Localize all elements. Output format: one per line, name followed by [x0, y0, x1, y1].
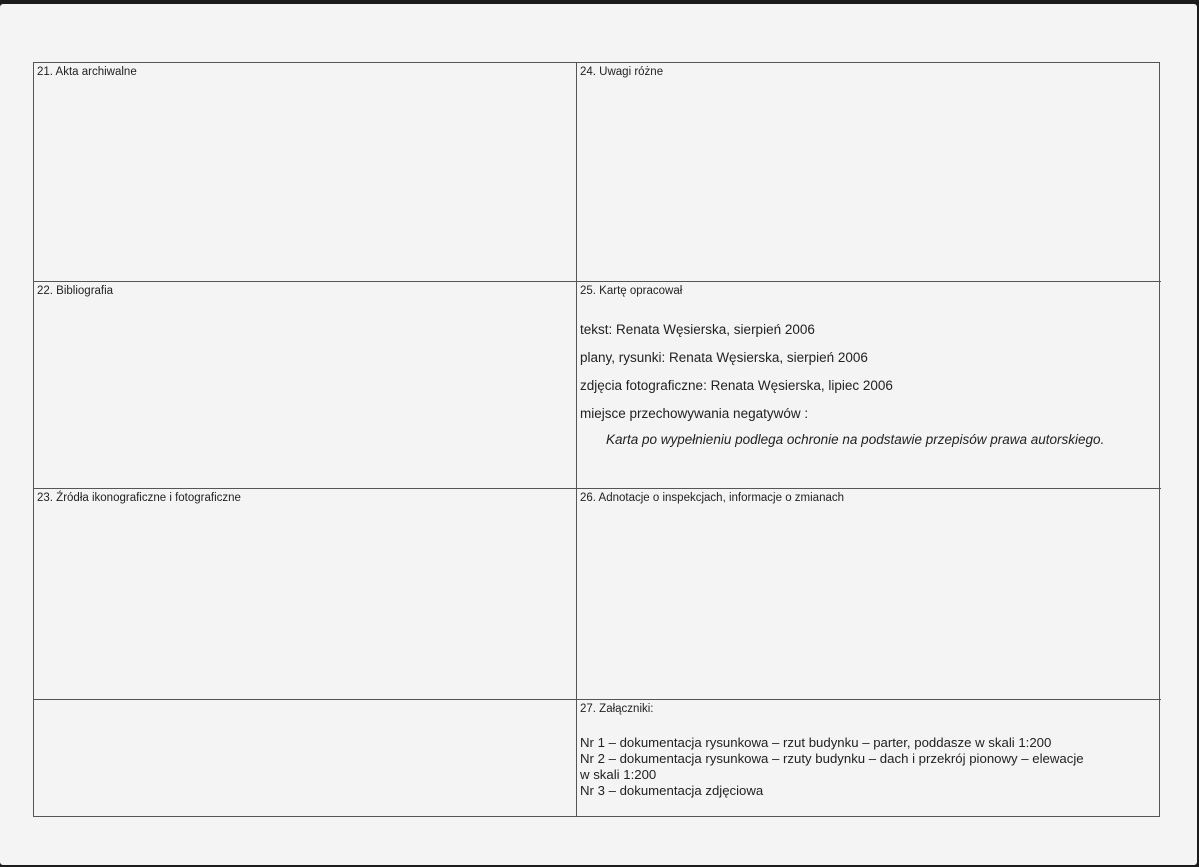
prepared-by-lines	[580, 322, 1158, 447]
section-27-title: 27. Załączniki:	[580, 703, 654, 715]
section-remarks	[577, 63, 1161, 282]
attachment-item: Nr 1 – dokumentacja rysunkowa – rzut budynku – parter, poddasze w skali 1:200	[580, 735, 1052, 750]
section-22-title: 22. Bibliografia	[37, 285, 114, 297]
section-inspection-notes	[577, 489, 1161, 700]
section-26-title: 26. Adnotacje o inspekcjach, informacje o zmianach	[580, 492, 845, 504]
photos-author-line: zdjęcia fotograficzne: Renata Węsierska, lipiec 2006	[580, 378, 893, 393]
section-24-title: 24. Uwagi różne	[580, 66, 664, 78]
drawings-author-line: plany, rysunki: Renata Węsierska, sierpień 2006	[580, 350, 868, 365]
section-25-title: 25. Kartę opracował	[580, 285, 683, 297]
attachment-item: Nr 3 – dokumentacja zdjęciowa	[580, 783, 764, 798]
attachment-item: Nr 2 – dokumentacja rysunkowa – rzuty budynku – dach i przekrój pionowy – elewacje	[580, 751, 1084, 766]
document-page	[0, 4, 1197, 865]
section-bibliography	[34, 282, 577, 489]
section-23-title: 23. Źródła ikonograficzne i fotograficzne	[37, 492, 241, 504]
section-21-title: 21. Akta archiwalne	[37, 66, 137, 78]
copyright-note: Karta po wypełnieniu podlega ochronie na podstawie przepisów prawa autorskiego.	[606, 432, 1105, 447]
section-archival-files	[34, 63, 577, 282]
form-table	[33, 62, 1160, 817]
attachment-item: w skali 1:200	[580, 767, 657, 782]
section-iconographic-sources	[34, 489, 577, 700]
negatives-location-line: miejsce przechowywania negatywów :	[580, 406, 809, 421]
section-prepared-by	[577, 282, 1161, 489]
text-author-line: tekst: Renata Węsierska, sierpień 2006	[580, 322, 815, 337]
section-attachments	[577, 700, 1161, 816]
attachments-list	[580, 735, 1158, 799]
empty-cell	[34, 700, 577, 816]
